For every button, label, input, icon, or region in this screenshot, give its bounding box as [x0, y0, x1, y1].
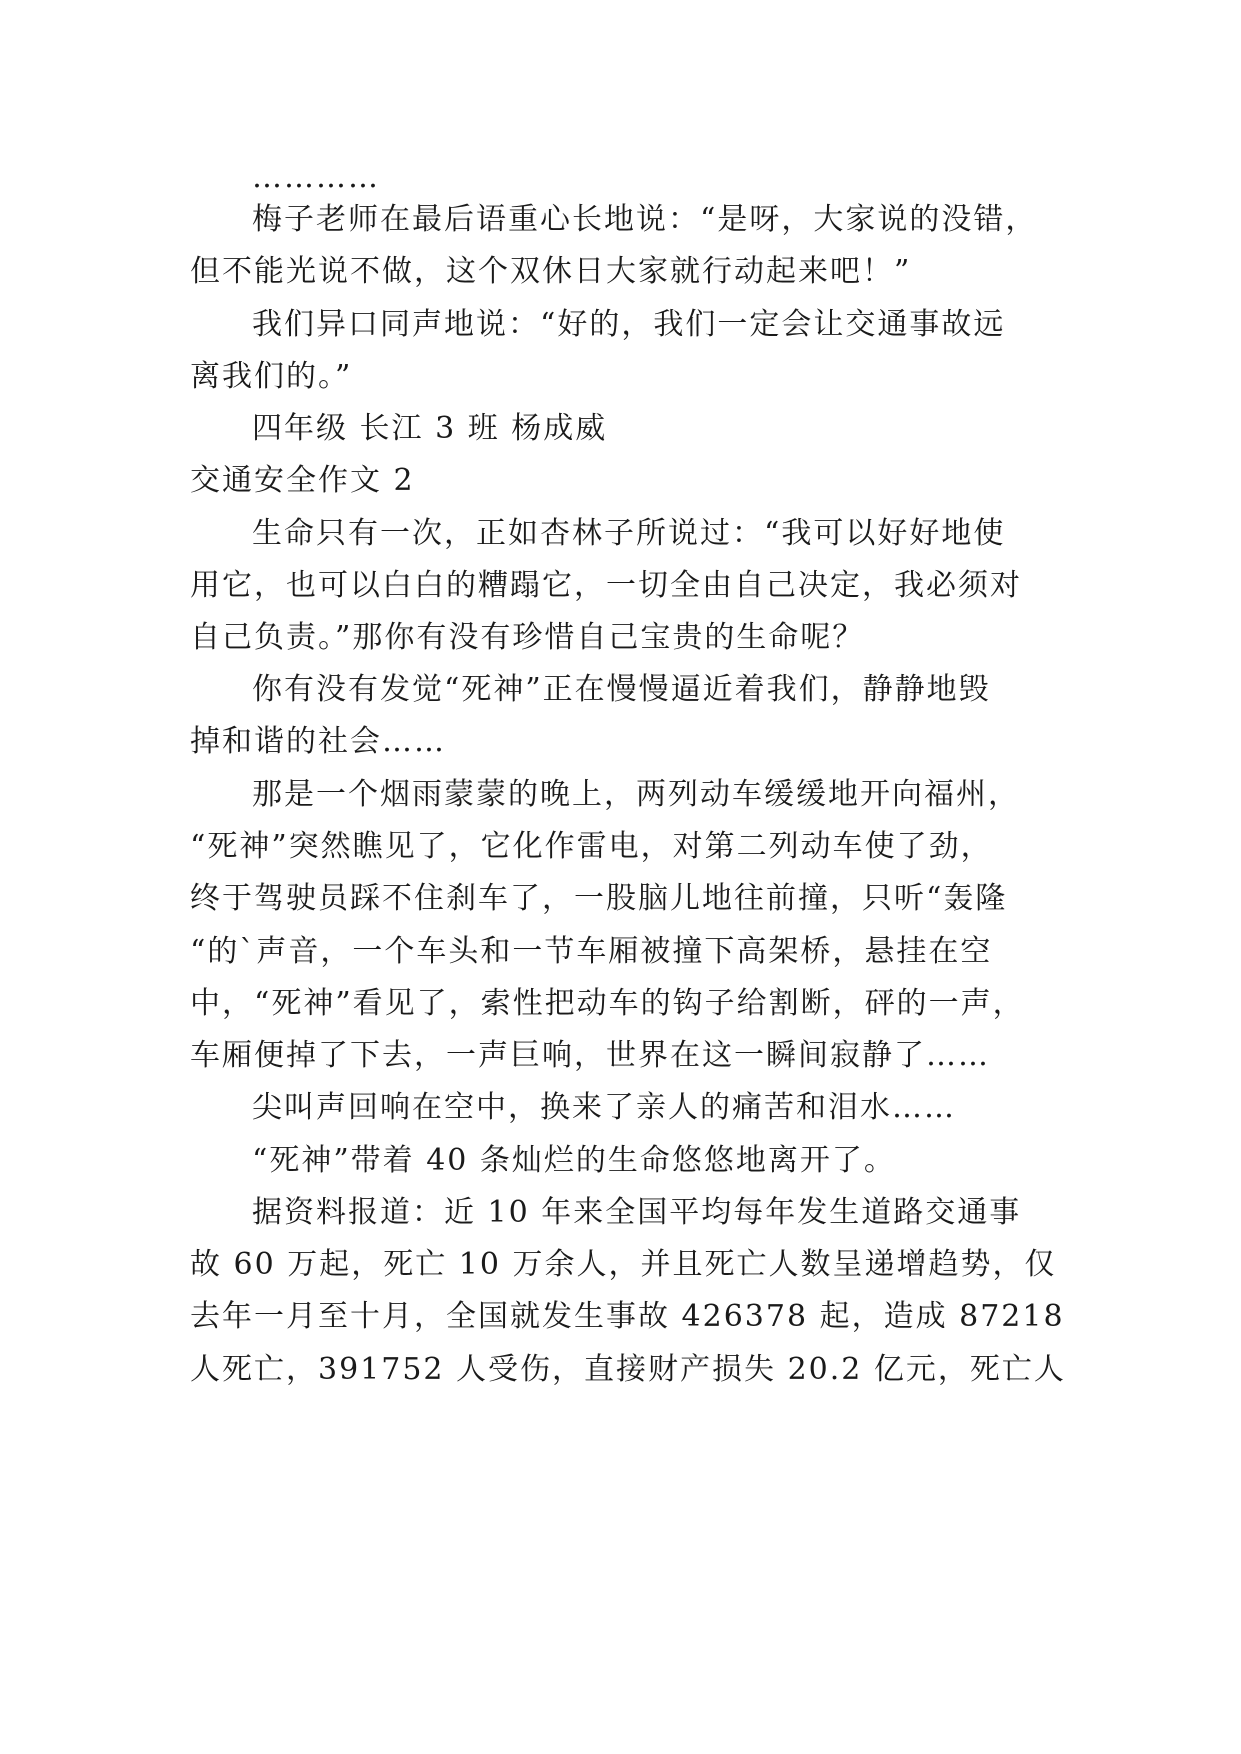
paragraph-line: 梅子老师在最后语重心长地说：“是呀，大家说的没错， [252, 202, 1038, 237]
ellipsis-line: ………… [252, 160, 380, 195]
paragraph-line: 尖叫声回响在空中，换来了亲人的痛苦和泪水…… [252, 1090, 956, 1125]
paragraph-line: 自己负责。”那你有没有珍惜自己宝贵的生命呢？ [190, 620, 865, 655]
paragraph-line: 去年一月至十月，全国就发生事故 426378 起，造成 87218 [190, 1299, 1065, 1334]
paragraph-line: 离我们的。” [190, 359, 353, 394]
paragraph-line: 但不能光说不做，这个双休日大家就行动起来吧！” [190, 254, 912, 289]
paragraph-line: “的`声音，一个车头和一节车厢被撞下高架桥，悬挂在空 [190, 934, 993, 969]
paragraph-line: 你有没有发觉“死神”正在慢慢逼近着我们，静静地毁 [252, 672, 991, 707]
paragraph-line: “死神”带着 40 条灿烂的生命悠悠地离开了。 [252, 1143, 896, 1178]
paragraph-line: 据资料报道：近 10 年来全国平均每年发生道路交通事 [252, 1195, 1022, 1230]
paragraph-line: 掉和谐的社会…… [190, 724, 446, 759]
paragraph-line: 用它，也可以白白的糟蹋它，一切全由自己决定，我必须对 [190, 568, 1022, 603]
paragraph-line: 生命只有一次，正如杏林子所说过：“我可以好好地使 [252, 516, 1006, 551]
author-line: 四年级 长江 3 班 杨成威 [252, 411, 608, 446]
paragraph-line: 我们异口同声地说：“好的，我们一定会让交通事故远 [252, 307, 1006, 342]
paragraph-line: 终于驾驶员踩不住刹车了，一股脑儿地往前撞，只听“轰隆 [190, 881, 1008, 916]
section-heading: 交通安全作文 2 [190, 463, 415, 498]
paragraph-line: 车厢便掉了下去，一声巨响，世界在这一瞬间寂静了…… [190, 1038, 990, 1073]
paragraph-line: 中，“死神”看见了，索性把动车的钩子给割断，砰的一声， [190, 986, 1025, 1021]
paragraph-line: 人死亡，391752 人受伤，直接财产损失 20.2 亿元，死亡人 [190, 1352, 1066, 1387]
paragraph-line: “死神”突然瞧见了，它化作雷电，对第二列动车使了劲， [190, 829, 993, 864]
paragraph-line: 故 60 万起，死亡 10 万余人，并且死亡人数呈递增趋势，仅 [190, 1247, 1057, 1282]
paragraph-line: 那是一个烟雨蒙蒙的晚上，两列动车缓缓地开向福州， [252, 777, 1020, 812]
